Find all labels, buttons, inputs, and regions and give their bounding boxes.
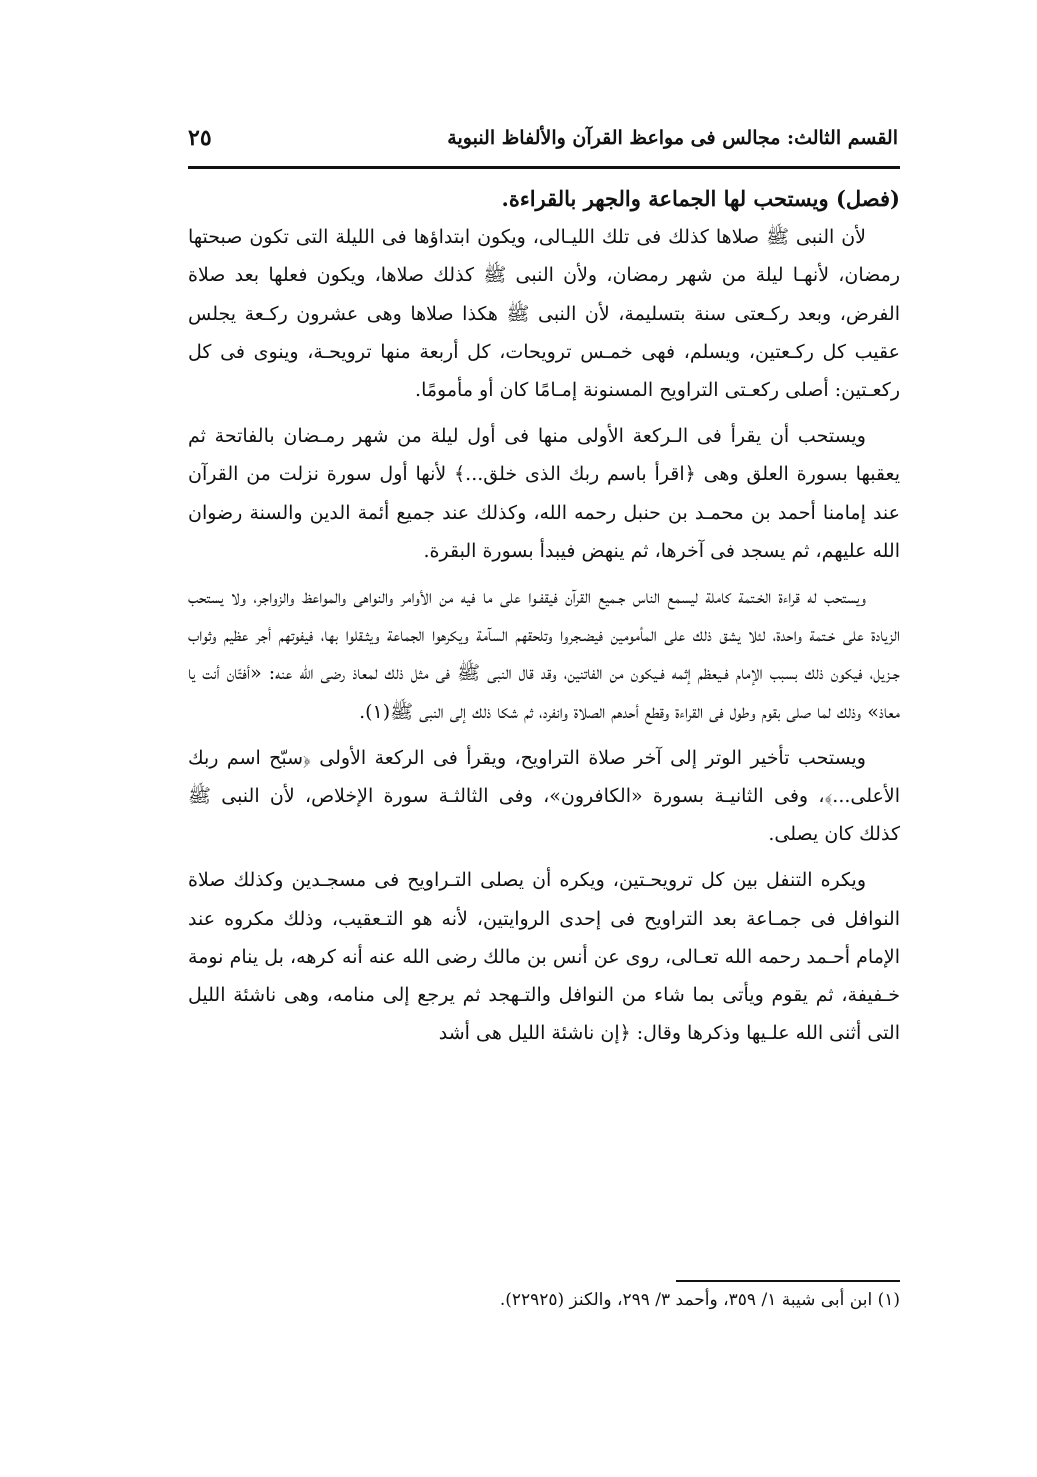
section-heading: (فصل) ويستحب لها الجماعة والجهر بالقراءة. <box>501 186 900 211</box>
paragraph-5: ويكره التنفل بين كل ترويحـتين، ويكره أن يصلى التـراويح فى مسجـدين وكذلك صلاة النوافل فى جمـاعة بعد التراويح فى إحدى الروايتين، لأنه هو التـعقيب، وذلك مكروه عند الإمام أحـمد رحمه الله تعـالى، روى عن أنس بن مالك رضى الله عنه أنه كرهه، بل ينام نومة خـفيفة، ثم يقوم ويأتى بما شاء من النوافل والتـهجد ثم يرجع إلى منامه، وهى ناشئة الليل التى أثنى الله علـيها وذكرها وقال: ﴿إن ناشئة الليل هى أشد <box>188 869 900 1045</box>
main-text <box>188 180 900 1052</box>
running-header <box>188 118 898 158</box>
paragraph-2: ويستحب أن يقرأ فى الـركعة الأولى منها فى أول ليلة من شهر رمـضان بالفاتحة ثم يعقبها بسورة العلق وهى ﴿اقرأ باسم ربك الذى خلق...﴾ لأنها أول سورة نزلت من القرآن عند إمامنا أحمد بن محمـد بن حنبل رحمه الله، وكذلك عند جميع أئمة الدين والسنة رضوان الله عليهم، ثم يسجد فى آخرها، ثم ينهض فيبدأ بسورة البقرة. <box>188 425 900 562</box>
paragraph-3: ويستحب له قراءة الخـتمة كاملة ليسمع الناس جـميع القرآن فيقفـوا على ما فيه من الأوامر والنواهى والمواعظ والزواجر، ولا يستحب الزيادة على خـتمة واحدة، لئلا يشق ذلك على المأمومين فيضـجروا وتلحقهم السآمة ويكرهوا الجماعة ويثـقلوا بها، فيفوتهم أجر عظيم وثواب جـزيل، فيكون ذلك بسبب الإمام فـيعظم إثمه فـيكون من الفاتنين، وقد قال النبى ﷺ فى مثل ذلك لمعاذ رضى الله عنه: «أفتّان أنت يا معاذ» وذلك لما صلى بقوم وطول فى القراءة وقطع أحدهم الصلاة وانفرد، ثم شكا ذلك إلى النبى ﷺ(١). <box>188 586 900 723</box>
running-title: القسم الثالث: مجالس فى مواعظ القرآن والألفاظ النبوية <box>447 127 898 149</box>
footnote-rule <box>676 1280 900 1282</box>
paragraph-1: لأن النبى ﷺ صلاها كذلك فى تلك الليـالى، ويكون ابتداؤها فى الليلة التى تكون صبحتها رمضان، لأنهـا ليلة من شهر رمضان، ولأن النبى ﷺ كذلك صلاها، ويكون فعلها بعد صلاة الفرض، وبعد ركـعتى سنة بتسليمة، لأن النبى ﷺ هكذا صلاها وهى عشرون ركـعة يجلس عقيب كل ركـعتين، ويسلم، فهى خمـس ترويحات، كل أربعة منها ترويحـة، وينوى فى كل ركعـتين: أصلى ركعـتى التراويح المسنونة إمـامًا كان أو مأمومًا. <box>188 226 900 402</box>
header-rule <box>188 166 900 169</box>
page-number: ٢٥ <box>188 125 212 151</box>
paragraph-4: ويستحب تأخير الوتر إلى آخر صلاة التراويح، ويقرأ فى الركعة الأولى ﴿سبّح اسم ربك الأعلى...﴾، وفى الثانيـة بسورة «الكافرون»، وفى الثالثـة سورة الإخلاص، لأن النبى ﷺ كذلك كان يصلى. <box>188 746 900 846</box>
footnote: (١) ابن أبى شيبة ١/ ٣٥٩، وأحمد ٣/ ٢٩٩، والكنز (٢٢٩٢٥). <box>499 1290 900 1310</box>
